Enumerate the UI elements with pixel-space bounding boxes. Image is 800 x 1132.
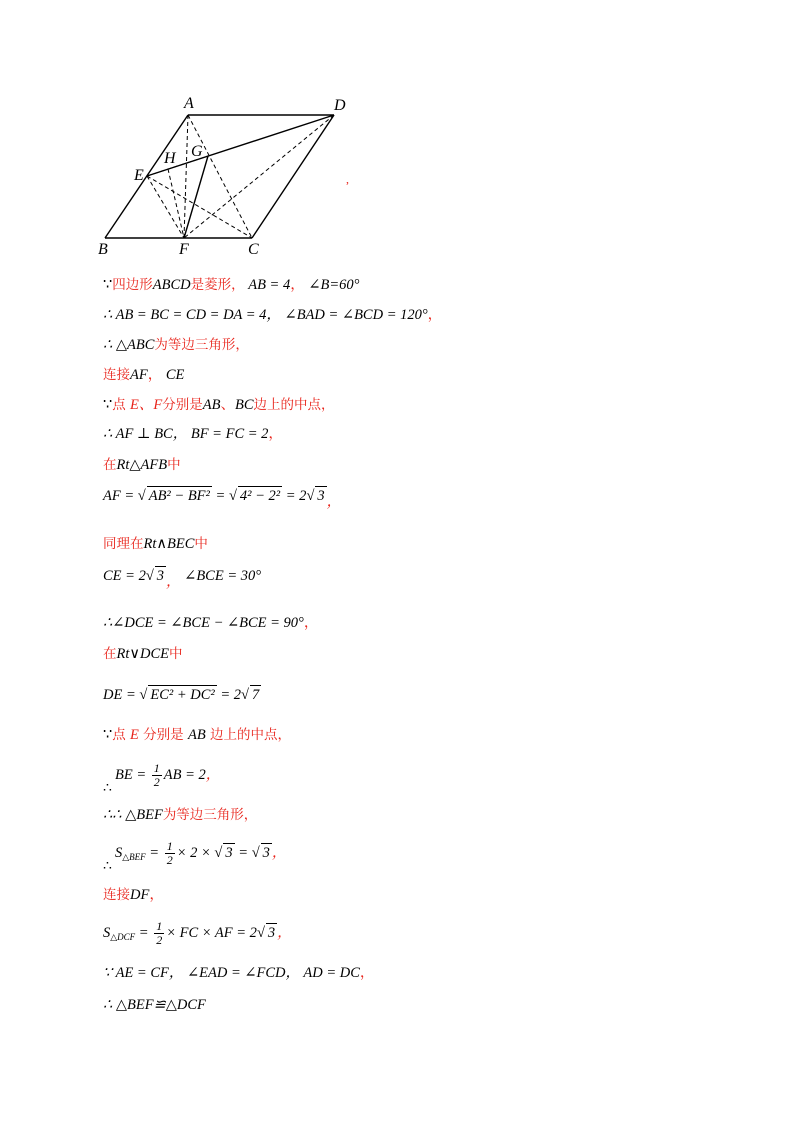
l9-text-a: 同理在 xyxy=(103,536,144,552)
line-18 xyxy=(103,886,164,904)
l15-tail: ， xyxy=(205,766,221,783)
l19-sub: △DCF xyxy=(110,931,136,942)
l9-text-b: 中 xyxy=(194,536,208,552)
l10-radical: 3 xyxy=(156,568,165,584)
l1-text-c: ， xyxy=(290,277,305,293)
l17-radical: 3 xyxy=(225,844,233,861)
l15-lhs: BE = xyxy=(115,766,150,783)
l1-math-b: AB = 4 xyxy=(248,277,291,293)
l9-math: Rt∧BEC xyxy=(143,536,195,552)
l5-text-a: 点 xyxy=(112,397,131,413)
l4-sep: ， xyxy=(147,367,163,383)
l6-tail: ， xyxy=(268,426,283,442)
l8-radical-a: AB² − BF² xyxy=(148,488,210,504)
l2-math: ∴ AB = BC = CD = DA = 4， ∠BAD = ∠BCD = 120° xyxy=(103,307,428,323)
l7-text-a: 在 xyxy=(103,457,117,473)
l14-point: E xyxy=(130,727,139,743)
l18-text: 连接 xyxy=(103,887,130,903)
l3-text: 为等边三角形， xyxy=(154,337,249,353)
l16-text: 为等边三角形， xyxy=(162,807,258,823)
label-A: A xyxy=(184,95,194,112)
l5-math-a: AB xyxy=(202,397,221,413)
line-20 xyxy=(103,964,374,982)
l10-lhs: CE = 2 xyxy=(103,568,146,584)
l19-eq: = xyxy=(135,924,153,941)
l1-math-a: ABCD xyxy=(152,277,191,293)
l8-radical-b: 4² − 2² xyxy=(239,488,281,504)
l15-therefore: ∴ xyxy=(103,781,112,796)
because-sign: ∵ xyxy=(103,277,113,293)
line-10: CE = 2√ 3 ， ∠BCE = 30° xyxy=(103,568,262,590)
line-17: $S_{\triangle BEF}$ = $\frac{1}{2}$ × 2 × √ 3 = √ 3 ， xyxy=(115,839,287,867)
label-D: D xyxy=(334,97,346,114)
l17-eq: = xyxy=(145,844,163,861)
l12-text-b: 中 xyxy=(169,646,183,662)
l5-text-b: 分别是 xyxy=(162,397,203,413)
l19-s: S xyxy=(103,924,111,941)
l6-math: ∴ AF ⊥ BC， BF = FC = 2 xyxy=(103,426,269,442)
line-12 xyxy=(103,645,183,663)
l15-fraction: $\frac{1}{2}$ xyxy=(153,761,160,789)
line-14 xyxy=(103,726,291,744)
l13-radical: EC² + DC² xyxy=(150,687,215,703)
l5-text-c: 边上的中点， xyxy=(253,397,335,413)
line-6 xyxy=(103,425,283,443)
label-H: H xyxy=(164,150,176,167)
l5-sep: 、 xyxy=(220,397,235,413)
line-5 xyxy=(103,396,335,414)
label-G: G xyxy=(191,143,203,160)
line-11 xyxy=(103,614,318,632)
line-9 xyxy=(103,535,208,553)
line-4 xyxy=(103,366,184,384)
dash-EF xyxy=(147,176,184,238)
l21-math: ∴ △BEF≌△DCF xyxy=(103,997,206,1013)
l13-lhs: DE = xyxy=(103,687,140,703)
line-3 xyxy=(103,336,249,354)
l8-eq2: = 2 xyxy=(282,488,307,504)
l7-math: Rt△AFB xyxy=(116,457,168,473)
l14-text-c: 边上的中点， xyxy=(205,727,291,743)
l13-radical-b: 7 xyxy=(252,687,260,703)
label-B: B xyxy=(98,241,108,258)
l8-eq: = xyxy=(211,488,229,504)
label-E: E xyxy=(134,167,144,184)
l10-sep: ， xyxy=(166,574,181,590)
l8-tail: ， xyxy=(326,494,342,510)
line-15 xyxy=(115,762,220,789)
l4-text: 连接 xyxy=(103,367,130,383)
l2-tail: ， xyxy=(427,307,443,323)
line-16 xyxy=(103,806,257,824)
line-13: DE = √ EC² + DC² = 2√ 7 xyxy=(103,687,260,703)
l16-math: ∴∴ △BEF xyxy=(103,807,163,823)
l20-tail: ， xyxy=(359,965,375,981)
line-1 xyxy=(103,276,359,294)
l8-radical-c: 3 xyxy=(317,488,325,504)
l11-math: ∴∠DCE = ∠BCE − ∠BCE = 90° xyxy=(103,615,304,631)
l14-text-b: 分别是 xyxy=(138,727,188,743)
l7-text-b: 中 xyxy=(167,457,181,473)
rhombus-figure xyxy=(90,88,380,258)
l3-math: ∴ △ABC xyxy=(103,337,155,353)
l17-eq2: = xyxy=(234,844,252,861)
edge-GF xyxy=(184,156,208,238)
dash-HF xyxy=(168,169,184,238)
edge-CD xyxy=(252,115,334,238)
dash-DF xyxy=(184,115,334,238)
figure-comma: , xyxy=(346,172,349,186)
l12-math: Rt∨DCE xyxy=(116,646,169,662)
l5-math-b: BC xyxy=(234,397,254,413)
l13-eq: = 2 xyxy=(216,687,242,703)
l19-fraction: $\frac{1}{2}$ xyxy=(156,919,163,947)
l20-math: ∵ AE = CF， ∠EAD = ∠FCD， AD = DC xyxy=(103,965,360,981)
l5-points: E、F xyxy=(130,397,163,413)
label-F: F xyxy=(179,241,189,258)
line-7 xyxy=(103,456,181,474)
l19-rhs: × FC × AF = 2 xyxy=(166,924,257,941)
line-2 xyxy=(103,306,442,324)
l10-rest: ∠BCE = 30° xyxy=(180,568,262,584)
l17-tail: ， xyxy=(271,844,287,861)
l19-radical: 3 xyxy=(267,924,276,941)
line-19: $S_{\triangle DCF}$ = $\frac{1}{2}$ × FC × AF = 2√ 3 ， xyxy=(103,919,292,947)
l15-rhs: AB = 2 xyxy=(163,766,206,783)
l1-text-a: 四边形 xyxy=(112,277,153,293)
line-8: AF = √ AB² − BF² = √ 4² − 2² = 2√ 3 ， xyxy=(103,488,342,510)
l17-s: S xyxy=(115,844,123,861)
l17-fraction: $\frac{1}{2}$ xyxy=(166,839,173,867)
l19-tail: ， xyxy=(277,924,292,941)
l1-text-b: 是菱形， xyxy=(190,277,245,293)
l14-text-a: 点 xyxy=(112,727,131,743)
l17-rhs: × 2 × xyxy=(176,844,215,861)
l4-math-b: CE xyxy=(165,367,185,383)
l17-sub: △BEF xyxy=(122,851,146,862)
l17-radical-b: 3 xyxy=(262,844,270,861)
because-sign: ∵ xyxy=(103,727,113,743)
l18-tail: ， xyxy=(149,887,164,903)
edge-AB xyxy=(105,115,188,238)
because-sign: ∵ xyxy=(103,397,113,413)
l1-math-c: ∠B=60° xyxy=(308,277,360,293)
l11-tail: ， xyxy=(303,615,319,631)
line-21 xyxy=(103,996,206,1014)
l12-text-a: 在 xyxy=(103,646,117,662)
l4-math-a: AF xyxy=(130,367,148,383)
l14-math: AB xyxy=(187,727,206,743)
l18-math: DF xyxy=(130,887,150,903)
dash-AF xyxy=(184,115,188,238)
l8-lhs: AF = xyxy=(103,488,138,504)
label-C: C xyxy=(248,241,259,258)
l17-therefore: ∴ xyxy=(103,859,112,874)
